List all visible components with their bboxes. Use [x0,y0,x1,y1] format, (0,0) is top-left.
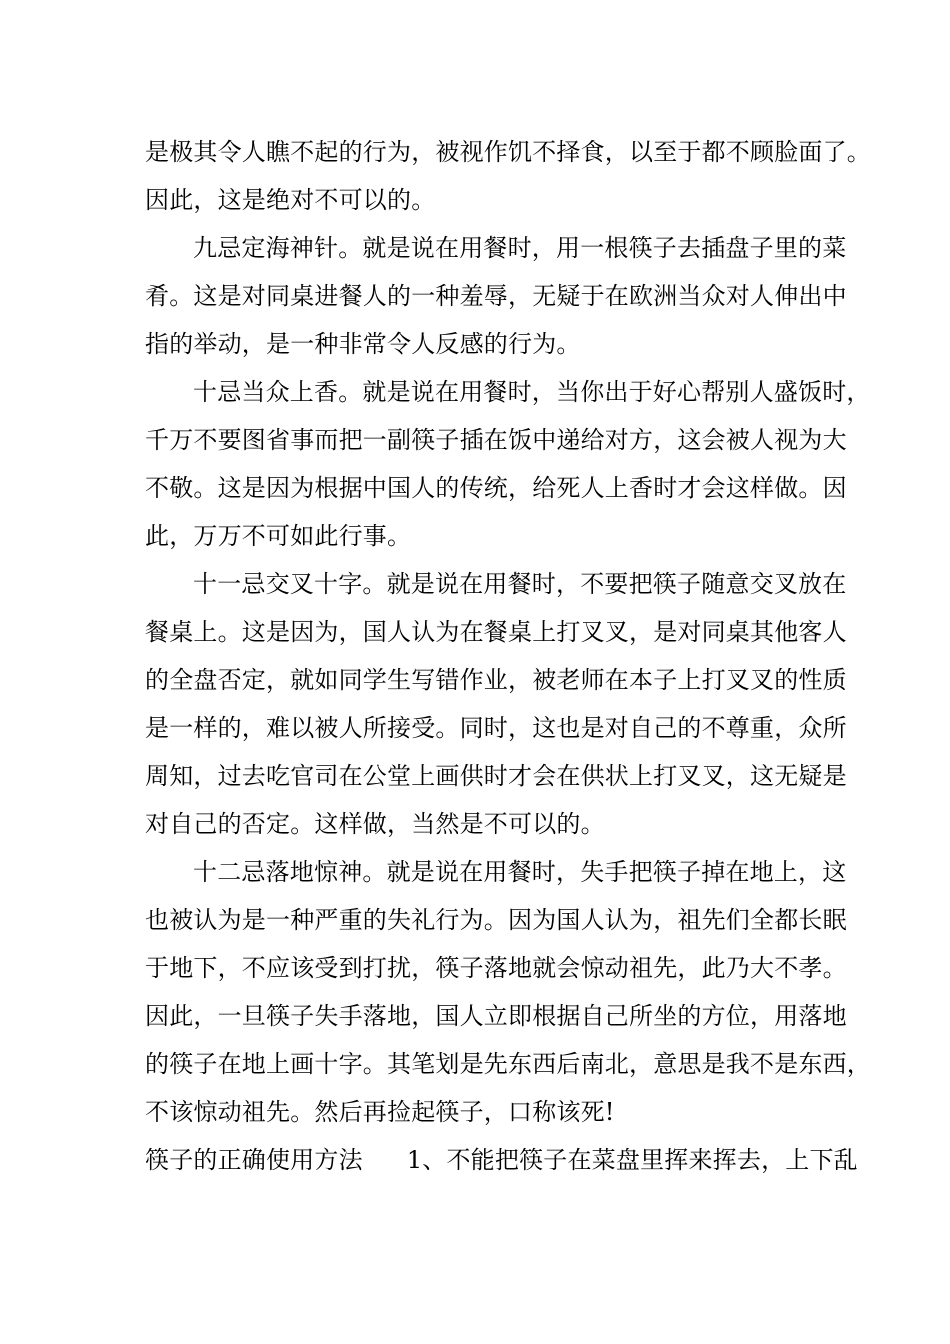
list-item-text: 1、不能把筷子在菜盘里挥来挥去，上下乱 [406,1146,858,1174]
text-line: 的筷子在地上画十字。其笔划是先东西后南北，意思是我不是东西， [145,1050,871,1078]
text-line: 于地下，不应该受到打扰，筷子落地就会惊动祖先，此乃大不孝。 [145,954,847,982]
paragraph-start-line: 十二忌落地惊神。就是说在用餐时，失手把筷子掉在地上，这 [193,858,847,886]
text-line: 是极其令人瞧不起的行为，被视作饥不择食，以至于都不顾脸面了。 [145,138,871,166]
text-line: 餐桌上。这是因为，国人认为在餐桌上打叉叉，是对同桌其他客人 [145,618,847,646]
text-line: 因此，这是绝对不可以的。 [145,186,436,214]
text-line: 因此，一旦筷子失手落地，国人立即根据自己所坐的方位，用落地 [145,1002,847,1030]
text-line: 指的举动，是一种非常令人反感的行为。 [145,330,581,358]
paragraph-start-line: 十忌当众上香。就是说在用餐时，当你出于好心帮别人盛饭时， [193,378,871,406]
paragraph-start-line: 十一忌交叉十字。就是说在用餐时，不要把筷子随意交叉放在 [193,570,847,598]
document-body [145,128,871,1184]
section-line [145,1136,858,1184]
text-line: 是一样的，难以被人所接受。同时，这也是对自己的不尊重，众所 [145,714,847,742]
text-line: 肴。这是对同桌进餐人的一种羞辱，无疑于在欧洲当众对人伸出中 [145,282,847,310]
text-line: 周知，过去吃官司在公堂上画供时才会在供状上打叉叉，这无疑是 [145,762,847,790]
text-line: 千万不要图省事而把一副筷子插在饭中递给对方，这会被人视为大 [145,426,847,454]
text-line: 不敬。这是因为根据中国人的传统，给死人上香时才会这样做。因 [145,474,847,502]
text-line: 此，万万不可如此行事。 [145,522,412,550]
text-line: 不该惊动祖先。然后再捡起筷子，口称该死! [145,1098,615,1126]
section-title: 筷子的正确使用方法 [145,1146,363,1174]
text-line: 对自己的否定。这样做，当然是不可以的。 [145,810,605,838]
text-line: 的全盘否定，就如同学生写错作业，被老师在本子上打叉叉的性质 [145,666,847,694]
text-line: 也被认为是一种严重的失礼行为。因为国人认为，祖先们全都长眠 [145,906,847,934]
paragraph-start-line: 九忌定海神针。就是说在用餐时，用一根筷子去插盘子里的菜 [193,234,847,262]
